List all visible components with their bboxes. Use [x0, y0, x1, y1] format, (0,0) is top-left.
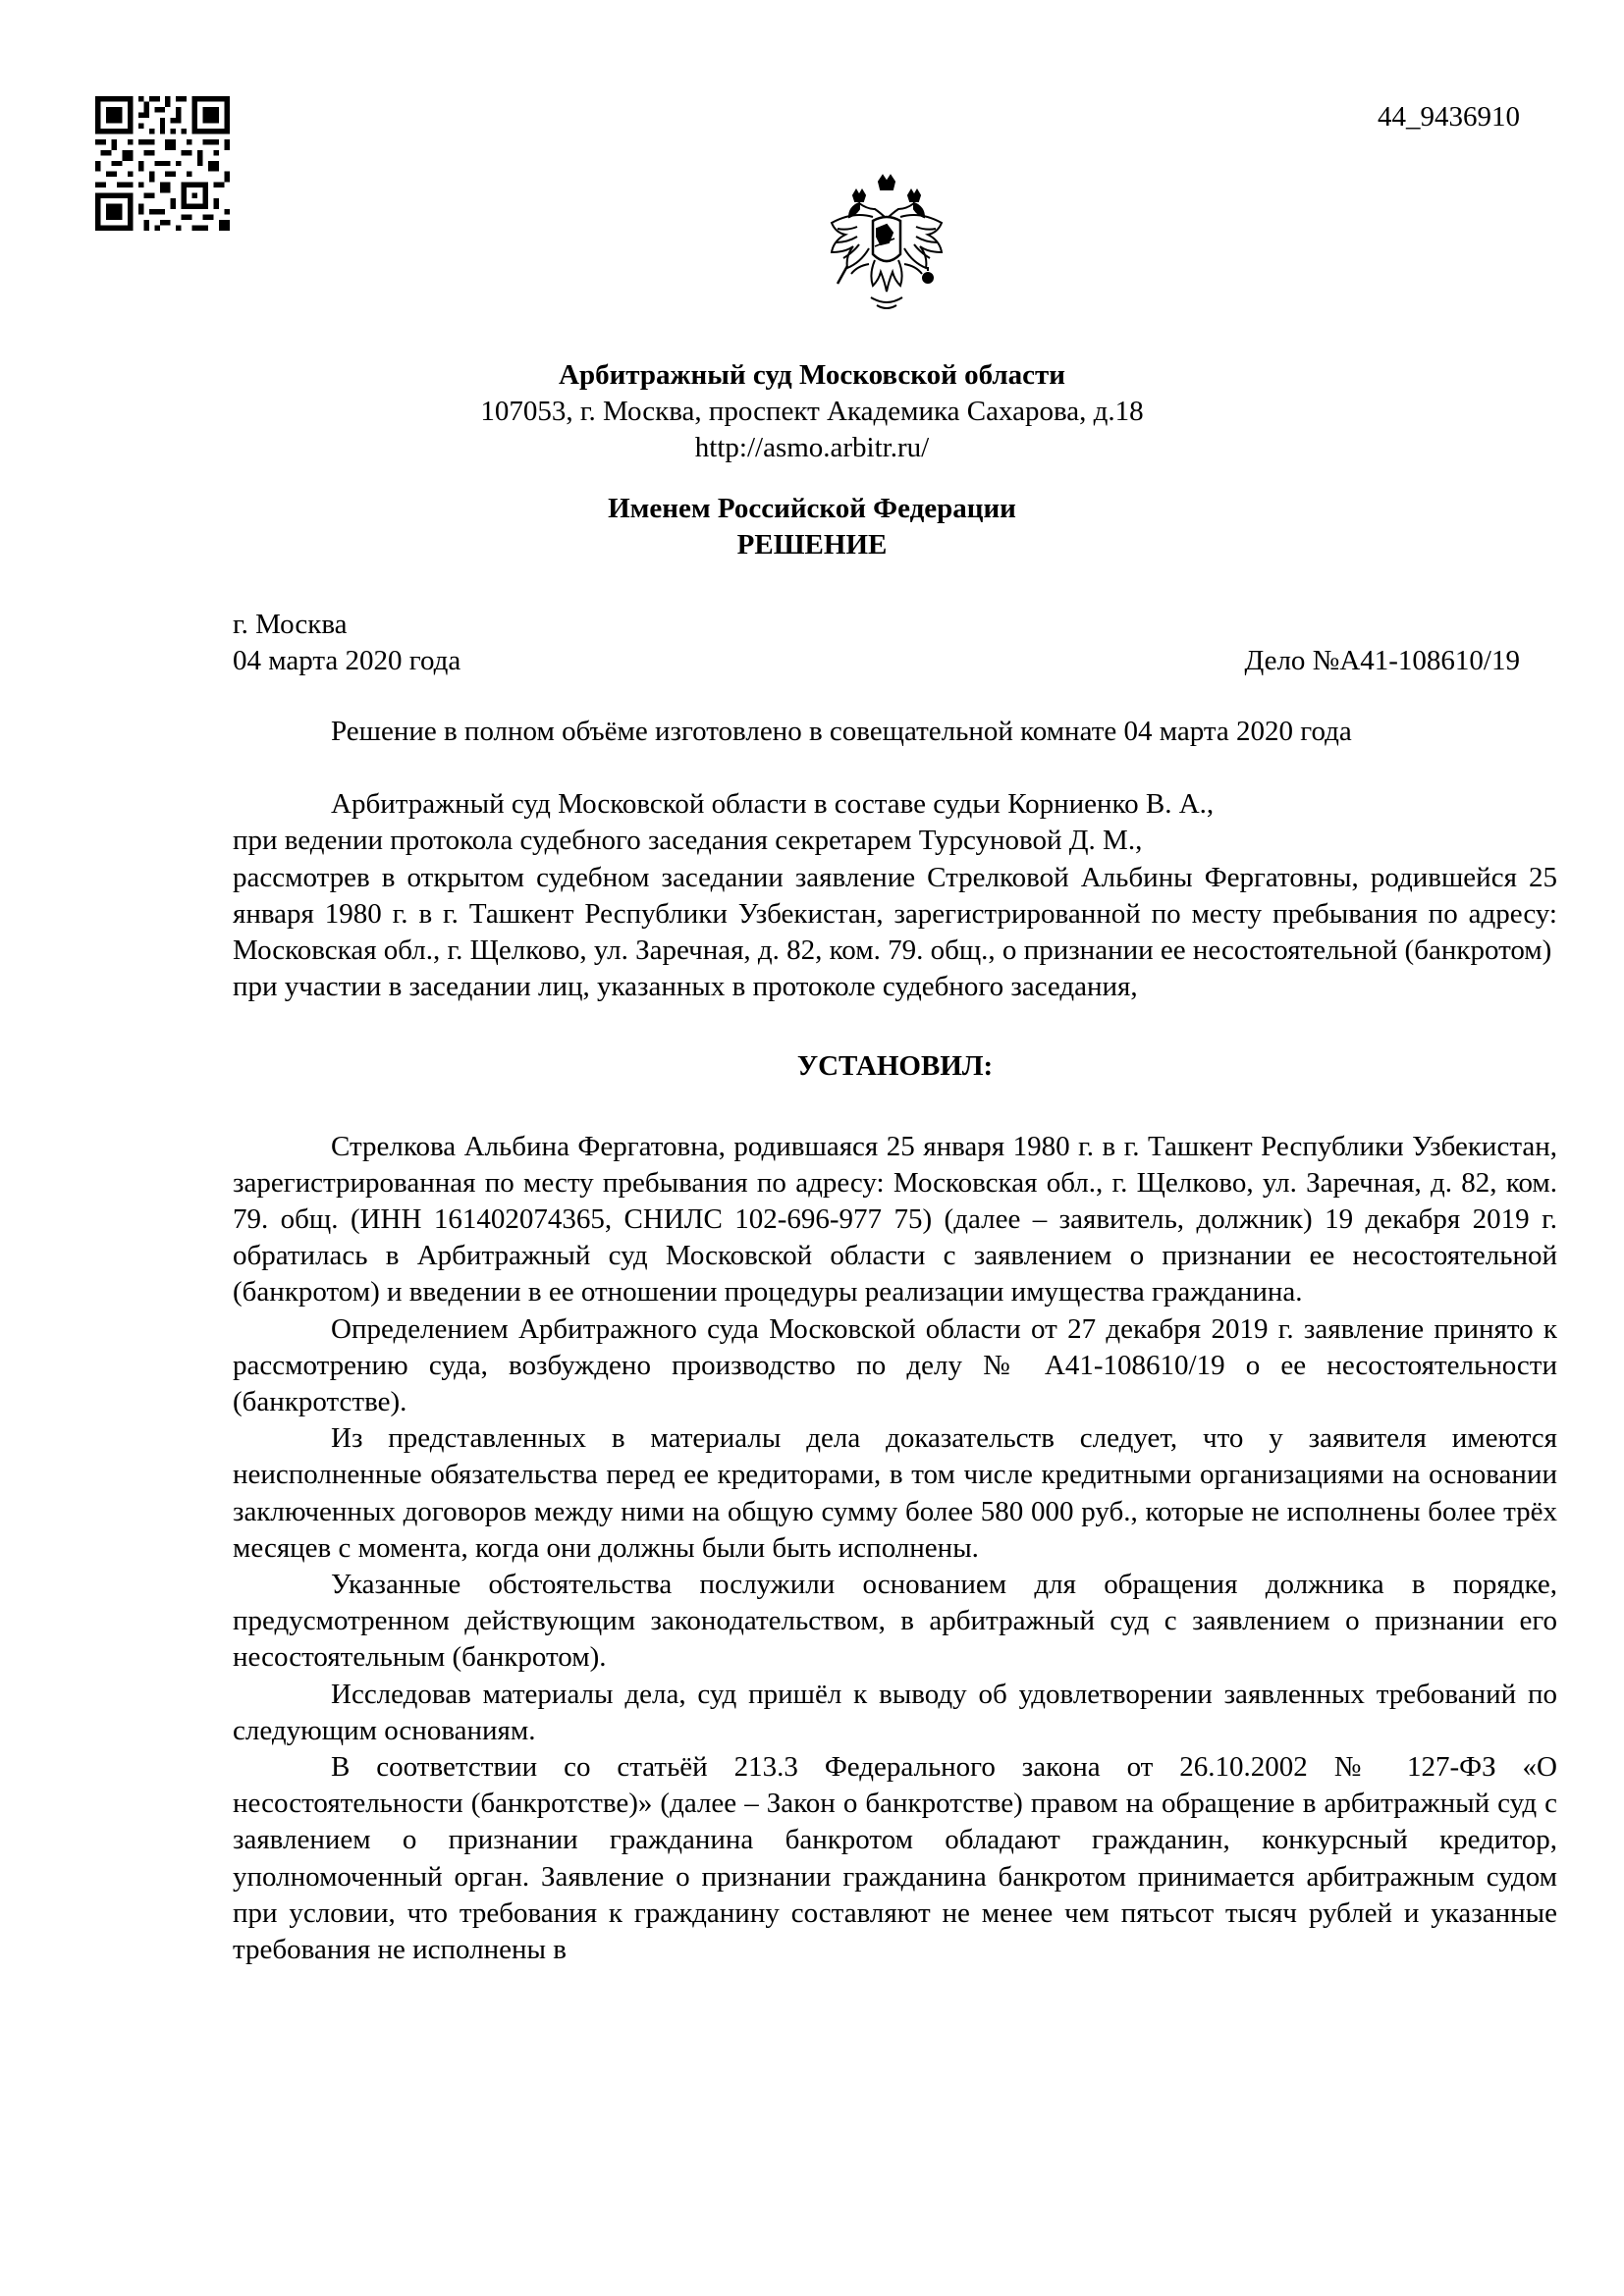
- intro-line: при участии в заседании лиц, указанных в протоколе судебного заседания,: [233, 971, 1138, 1003]
- court-name: Арбитражный суд Московской области: [559, 359, 1065, 391]
- decision-date: 04 марта 2020 года: [233, 645, 461, 676]
- body-paragraph: Указанные обстоятельства послужили основанием для обращения должника в порядке, предусмотренном действующим законодательством, в арбитражный суд с заявлением о признании его несостоятельным (банкротом).: [233, 1569, 1557, 1674]
- document-body: [233, 714, 1557, 1968]
- court-address: 107053, г. Москва, проспект Академика Сахарова, д.18: [480, 396, 1144, 427]
- case-number: Дело №А41-108610/19: [1244, 645, 1520, 676]
- body-paragraph: Определением Арбитражного суда Московской области от 27 декабря 2019 г. заявление принято к рассмотрению суда, возбуждено производство по делу № А41-108610/19 о ее несостоятельности (банкротстве).: [233, 1312, 1557, 1418]
- document-number: 44_9436910: [1378, 101, 1520, 133]
- body-paragraph: В соответствии со статьёй 213.3 Федерального закона от 26.10.2002 № 127-ФЗ «О несостоятельности (банкротстве)» (далее – Закон о банкротстве) правом на обращение в арбитражный суд с заявлением о признании гражданина банкротом обладают гражданин, конкурсный кредитор, уполномоченный орган. Заявление о признании гражданина банкротом принимается арбитражным судом при условии, что требования к гражданину составляют не менее чем пятьсот тысяч рублей и указанные требования не исполнены в: [233, 1751, 1557, 1966]
- city: г. Москва: [233, 609, 348, 640]
- established-heading: УСТАНОВИЛ:: [796, 1050, 994, 1083]
- intro-line: Арбитражный суд Московской области в составе судьи Корниенко В. А.,: [331, 788, 1215, 821]
- body-paragraph: Из представленных в материалы дела доказательств следует, что у заявителя имеются неисполненные обязательства перед ее кредиторами, в том числе кредитными организациями на основании заключенных договоров между ними на общую сумму более 580 000 руб., которые не исполнены более трёх месяцев с момента, когда они должны были быть исполнены.: [233, 1422, 1557, 1564]
- body-paragraph: Исследовав материалы дела, суд пришёл к выводу об удовлетворении заявленных требований по следующим основаниям.: [233, 1678, 1557, 1746]
- qr-code: [95, 96, 230, 231]
- decision-header: [0, 491, 1624, 563]
- court-website-link[interactable]: http://asmo.arbitr.ru/: [694, 432, 930, 463]
- intro-line: рассмотрев в открытом судебном заседании заявление Стрелковой Альбины Фергатовны, родившейся 25 января 1980 г. в г. Ташкент Республики Узбекистан, зарегистрированной по месту пребывания по адресу: Московская обл., г. Щелково, ул. Заречная, д. 82, ком. 79. общ., о признании ее несостоятельной (банкротом): [233, 861, 1557, 967]
- city-date-block: [233, 607, 460, 679]
- completed-note: Решение в полном объёме изготовлено в совещательной комнате 04 марта 2020 года: [331, 716, 1352, 747]
- body-paragraph: Стрелкова Альбина Фергатовна, родившаяся 25 января 1980 г. в г. Ташкент Республики Узбекистан, зарегистрированная по месту пребывания по адресу: Московская обл., г. Щелково, ул. Заречная, д. 82, ком. 79. общ. (ИНН 161402074365, СНИЛС 102-696-977 75) (далее – заявитель, должник) 19 декабря 2019 г. обратилась в Арбитражный суд Московской области с заявлением о признании ее несостоятельной (банкротом) и введении в ее отношении процедуры реализации имущества гражданина.: [233, 1130, 1557, 1308]
- intro-line: при ведении протокола судебного заседания секретарем Турсуновой Д. М.,: [233, 825, 1143, 857]
- in-name-of: Именем Российской Федерации: [608, 493, 1016, 524]
- decision-title: РЕШЕНИЕ: [736, 529, 888, 561]
- court-header: [0, 357, 1624, 466]
- state-emblem-icon: [814, 174, 959, 317]
